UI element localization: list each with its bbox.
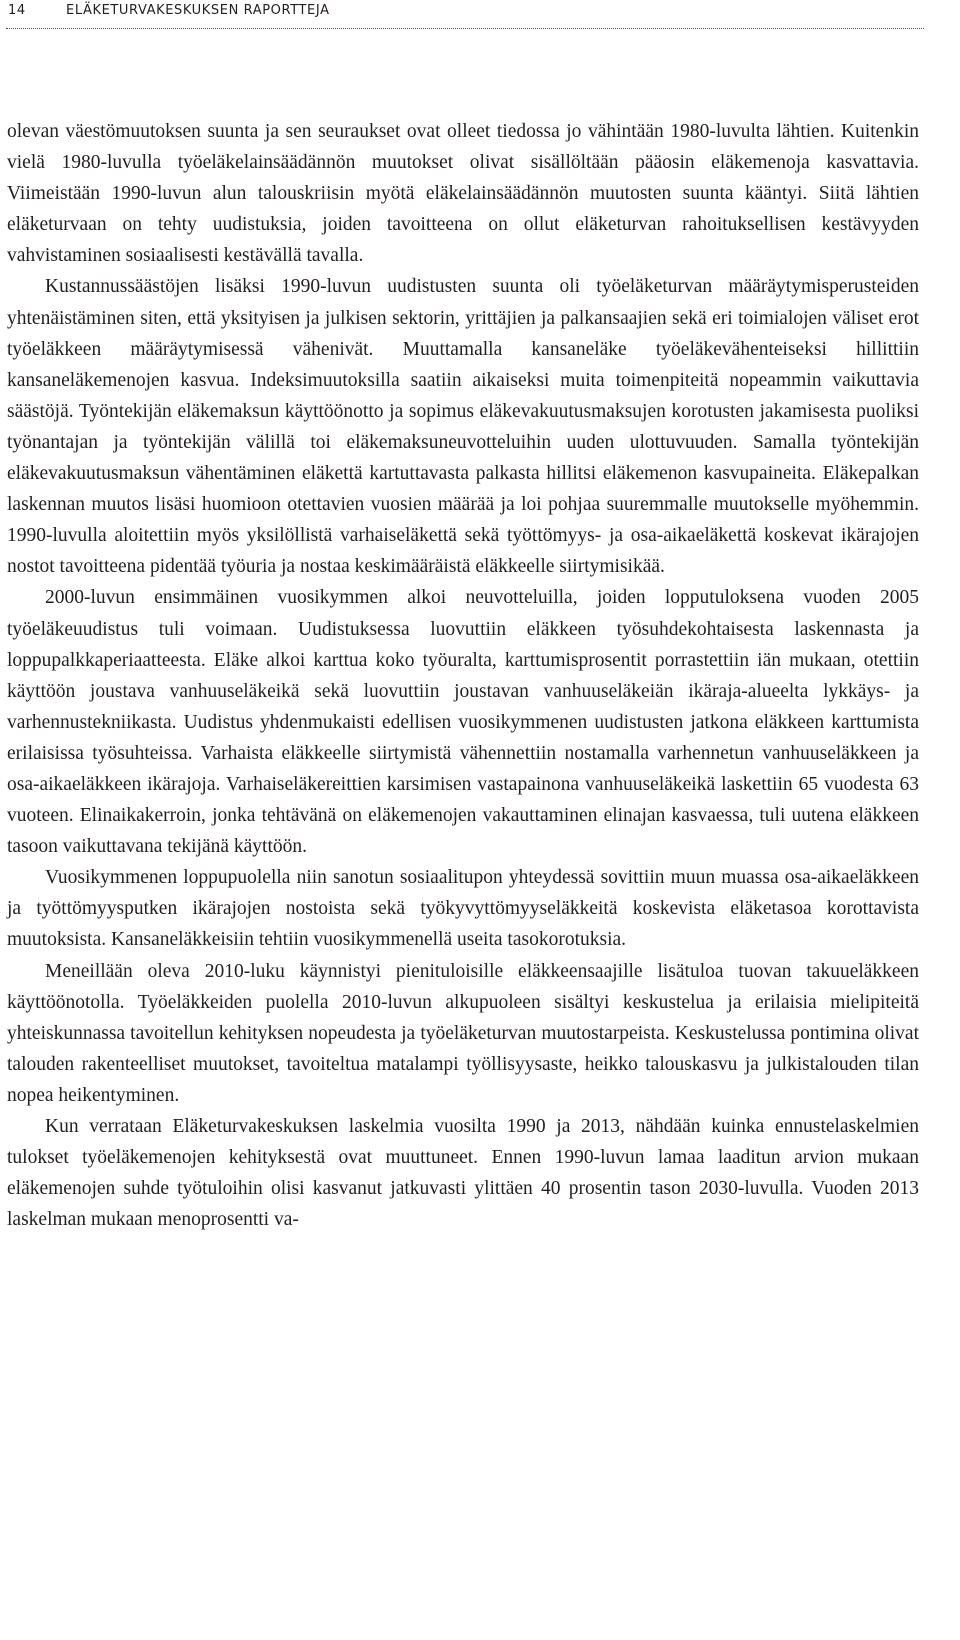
paragraph: Kustannussäästöjen lisäksi 1990-luvun uudistusten suunta oli työeläketurvan määräytymisperusteiden yhtenäistäminen siten, että yksityisen ja julkisen sektorin, yrittäjien ja palkansaajien sekä eri toimialojen väliset erot työeläkkeen määräytymisessä vähenivät. Muuttamalla kansaneläke työeläkevähenteiseksi hillittiin kansaneläkemenojen kasvua. Indeksimuutoksilla saatiin aikaiseksi muita toimenpiteitä nopeammin vaikuttavia säästöjä. Työntekijän eläkemaksun käyttöönotto ja sopimus eläkevakuutusmaksujen korotusten jakamisesta puoliksi työnantajan ja työntekijän välillä toi eläkemaksuneuvotteluihin uuden ulottuvuuden. Samalla työntekijän eläkevakuutusmaksun vähentäminen eläkettä kartuttavasta palkasta hillitsi eläkemenon kasvupaineita. Eläkepalkan laskennan muutos lisäsi huomioon otettavien vuosien määrää ja loi pohjaa suuremmalle muutokselle myöhemmin. 1990-luvulla aloitettiin myös yksilöllistä varhaiseläkettä sekä työttömyys- ja osa-aikaeläkettä koskevat ikärajojen nostot tavoitteena pidentää työuria ja nostaa keskimääräistä eläkkeelle siirtymisikää. [7,276,919,578]
paragraph: Meneillään oleva 2010-luku käynnistyi pienituloisille eläkkeensaajille lisätuloa tuovan takuueläkkeen käyttöönotolla. Työeläkkeiden puolella 2010-luvun alkupuoleen sisältyi keskustelua ja erilaisia mielipiteitä yhteiskunnassa tavoitellun kehityksen nopeudesta ja työeläketurvan muutostarpeista. Keskustelussa pontimina olivat talouden rakenteelliset muutokset, tavoiteltua matalampi työllisyysaste, heikko talouskasvu ja julkistalouden tilan nopea heikentyminen. [7,960,919,1106]
paragraph: 2000-luvun ensimmäinen vuosikymmen alkoi neuvotteluilla, joiden lopputuloksena vuoden 2005 työeläkeuudistus tuli voimaan. Uudistuksessa luovuttiin eläkkeen työsuhdekohtaisesta laskennasta ja loppupalkkaperiaatteesta. Eläke alkoi karttua koko työuralta, karttumisprosentit porrastettiin iän mukaan, otettiin käyttöön joustava vanhuuseläkeikä sekä luovuttiin joustavan vanhuuseläkeiän ikäraja-alueelta lykkäys- ja varhennustekniikasta. Uudistus yhdenmukaisti edellisen vuosikymmenen uudistusten jatkona eläkkeen karttumista erilaisissa työsuhteissa. Varhaista eläkkeelle siirtymistä vähennettiin nostamalla varhennetun vanhuuseläkkeen ja osa-aikaeläkkeen ikärajoja. Varhaiseläkereittien karsimisen vastapainona vanhuuseläkeikä laskettiin 65 vuodesta 63 vuoteen. Elinaikakerroin, jonka tehtävänä on eläkemenojen vakauttaminen elinajan kasvaessa, tuli uutena eläkkeen tasoon vaikuttavana tekijänä käyttöön. [7,587,919,858]
page-number: 14 [8,3,26,18]
paragraph: Vuosikymmenen loppupuolella niin sanotun sosiaalitupon yhteydessä sovittiin muun muassa osa-aikaeläkkeen ja työttömyysputken ikärajojen nostoista sekä työkyvyttömyyseläkkeitä koskevista eläketasoa korottavista muutoksista. Kansaneläkkeisiin tehtiin vuosikymmenellä useita tasokorotuksia. [7,867,919,951]
running-header [6,0,926,24]
paragraph: Kun verrataan Eläketurvakeskuksen laskelmia vuosilta 1990 ja 2013, nähdään kuinka ennustelaskelmien tulokset työeläkemenojen kehityksestä ovat muuttuneet. Ennen 1990-luvun lamaa laaditun arvion mukaan eläkemenojen suhde työtuloihin olisi kasvanut jatkuvasti ylittäen 40 prosentin tason 2030-luvulla. Vuoden 2013 laskelman mukaan menoprosentti va- [7,1116,919,1231]
body-text [7,116,919,1235]
running-title: ELÄKETURVAKESKUKSEN RAPORTTEJA [66,3,330,18]
paragraph: olevan väestömuutoksen suunta ja sen seuraukset ovat olleet tiedossa jo vähintään 1980-luvulta lähtien. Kuitenkin vielä 1980-luvulla työeläkelainsäädännön muutokset olivat sisällöltään pääosin eläkemenoja kasvattavia. Viimeistään 1990-luvun alun talouskriisin myötä eläkelainsäädännön muutosten suunta kääntyi. Siitä lähtien eläketurvaan on tehty uudistuksia, joiden tavoitteena on ollut eläketurvan rahoituksellisen kestävyyden vahvistaminen sosiaalisesti kestävällä tavalla. [7,121,919,267]
header-divider [6,28,924,29]
